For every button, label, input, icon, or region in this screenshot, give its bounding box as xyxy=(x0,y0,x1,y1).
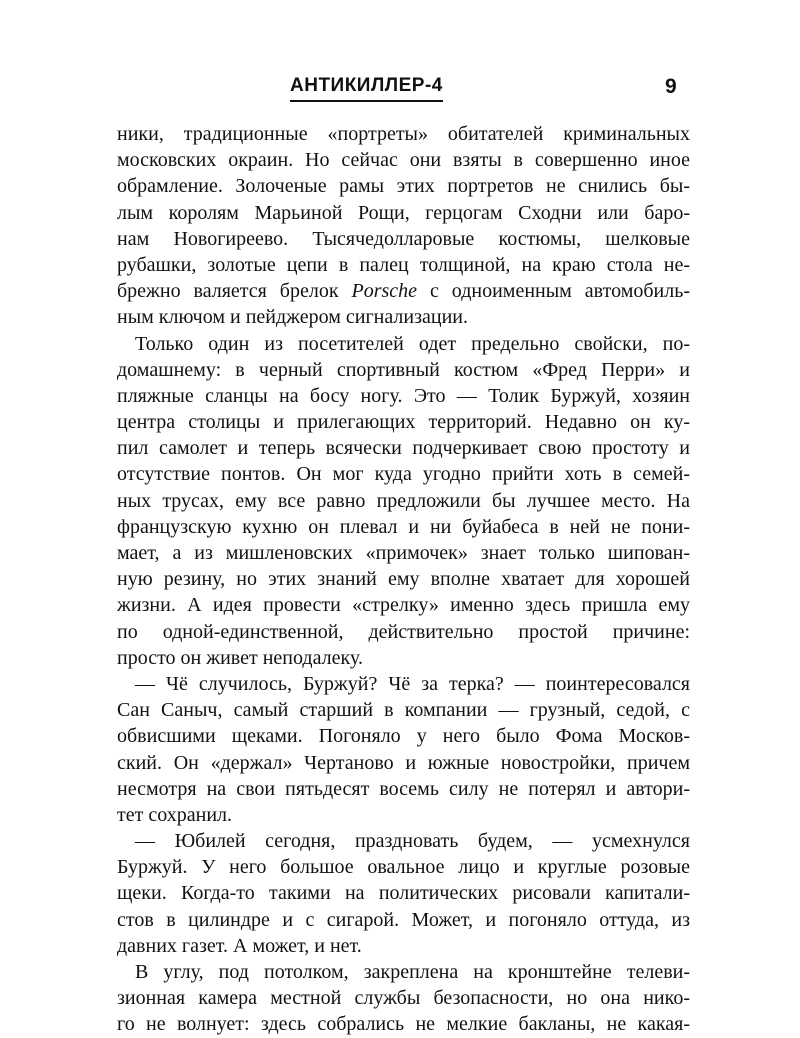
text-line: ных трусах, ему все равно предложили бы лучшее место. На xyxy=(117,489,690,512)
text-line: зионная камера местной службы безопасности, но она нико- xyxy=(117,987,690,1010)
text-line: жизни. А идея провести «стрелку» именно здесь пришла ему xyxy=(117,594,690,617)
text-line: ную резину, но этих знаний ему вполне хватает для хорошей xyxy=(117,568,690,591)
text-line: нам Новогиреево. Тысячедолларовые костюмы, шелковые xyxy=(117,227,690,250)
text-line: щеки. Когда-то такими на политических рисовали капитали- xyxy=(117,882,690,905)
body-text xyxy=(117,121,690,1038)
text-line: — Чё случилось, Буржуй? Чё за терка? — поинтересовался xyxy=(135,672,690,695)
text-line: рубашки, золотые цепи в палец толщиной, на краю стола не- xyxy=(117,253,690,276)
text-line: брежно валяется брелок Porsche с одноименным автомобиль- xyxy=(117,280,690,303)
text-line: московских окраин. Но сейчас они взяты в совершенно иное xyxy=(117,149,690,172)
text-line: ники, традиционные «портреты» обитателей криминальных xyxy=(117,123,690,145)
text-line: отсутствие понтов. Он мог куда угодно прийти хоть в семей- xyxy=(117,463,690,486)
text-line: просто он живет неподалеку. xyxy=(117,646,363,669)
text-line: давних газет. А может, и нет. xyxy=(117,934,362,957)
italic-brand-name: Porsche xyxy=(351,280,418,303)
text-line: В углу, под потолком, закреплена на кронштейне телеви- xyxy=(135,961,690,983)
text-line: — Юбилей сегодня, праздновать будем, — усмехнулся xyxy=(135,830,690,853)
text-line: французскую кухню он плевал и ни буйабеса в ней не пони- xyxy=(117,515,690,538)
page-header xyxy=(0,74,800,106)
text-line: ным ключом и пейджером сигнализации. xyxy=(117,306,468,329)
text-line: пляжные сланцы на босу ногу. Это — Толик Буржуй, хозяин xyxy=(117,384,690,407)
text-line: домашнему: в черный спортивный костюм «Фред Перри» и xyxy=(117,358,690,381)
running-title: АНТИКИЛЛЕР-4 xyxy=(290,74,443,102)
text-line: Буржуй. У него большое овальное лицо и круглые розовые xyxy=(117,856,690,879)
text-line: ский. Он «держал» Чертаново и южные новостройки, причем xyxy=(117,751,690,774)
page-number: 9 xyxy=(665,75,677,98)
text-line: Сан Саныч, самый старший в компании — грузный, седой, с xyxy=(117,699,690,722)
text-line: мает, а из мишленовских «примочек» знает только шипован- xyxy=(117,542,690,564)
text-line: обвисшими щеками. Погоняло у него было Фома Москов- xyxy=(117,725,690,748)
text-line: несмотря на свои пятьдесят восемь силу не потерял и автори- xyxy=(117,777,690,800)
text-line: стов в цилиндре и с сигарой. Может, и погоняло оттуда, из xyxy=(117,908,690,931)
text-line: центра столицы и прилегающих территорий. Недавно он ку- xyxy=(117,411,690,434)
text-line: лым королям Марьиной Рощи, герцогам Сходни или баро- xyxy=(117,201,690,224)
text-line: тет сохранил. xyxy=(117,803,232,826)
text-line: го не волнует: здесь собрались не мелкие бакланы, не какая- xyxy=(117,1013,690,1036)
text-line: обрамление. Золоченые рамы этих портретов не снились бы- xyxy=(117,175,690,198)
text-line: по одной-единственной, действительно простой причине: xyxy=(117,620,690,643)
text-line: Только один из посетителей одет предельно свойски, по- xyxy=(135,332,690,355)
text-line: пил самолет и теперь всячески подчеркивает свою простоту и xyxy=(117,437,690,460)
